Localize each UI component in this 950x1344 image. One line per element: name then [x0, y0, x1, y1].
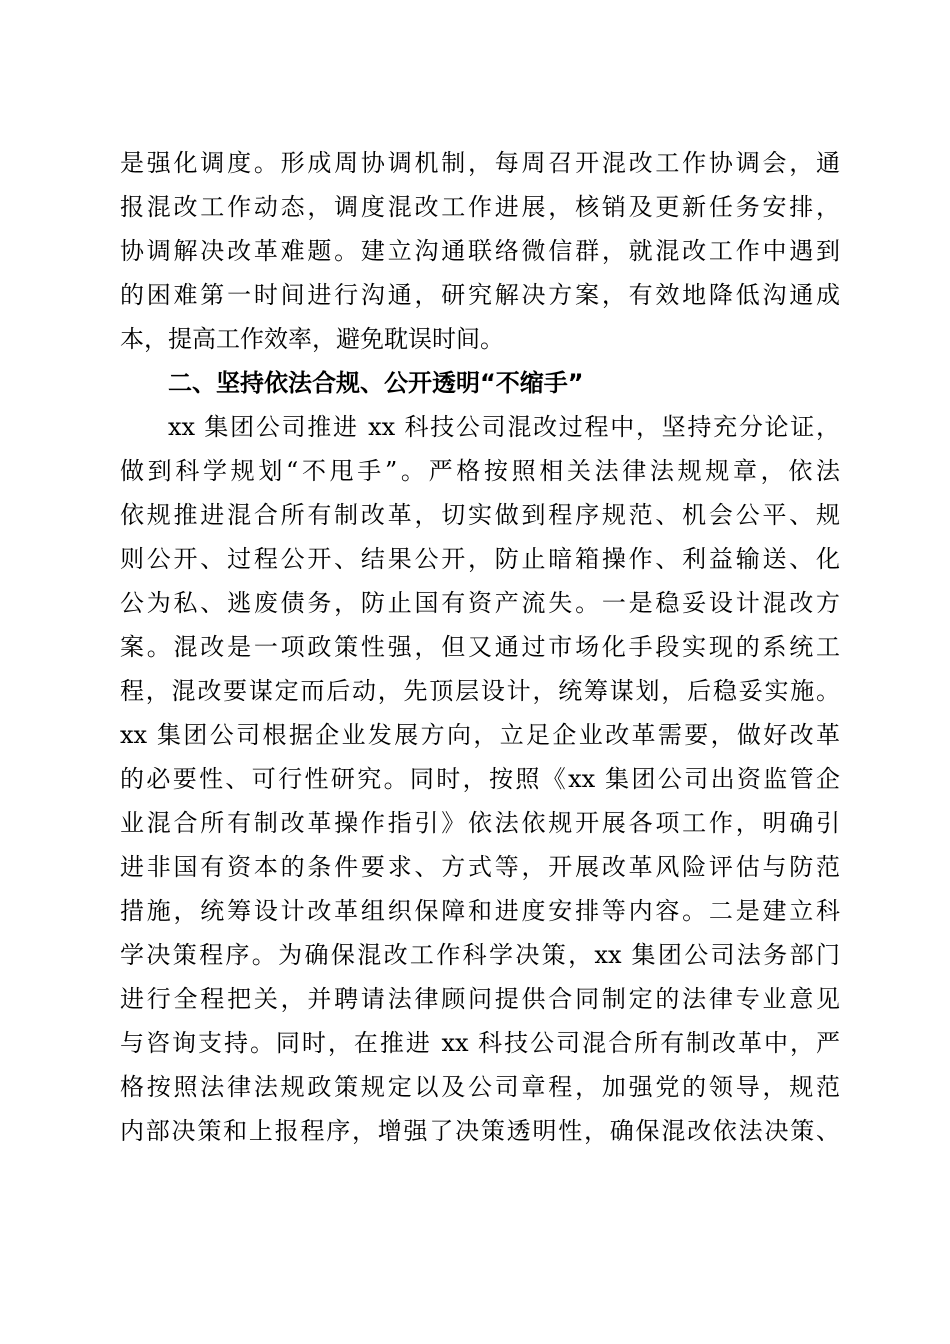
- paragraph-1-line-3: 协调解决改革难题。建立沟通联络微信群，就混改工作中遇到: [120, 237, 840, 265]
- paragraph-1-line-5: 本，提高工作效率，避免耽误时间。: [120, 325, 504, 353]
- paragraph-2-line-14: 进行全程把关，并聘请法律顾问提供合同制定的法律专业意见: [120, 985, 840, 1013]
- paragraph-1-line-1: 是强化调度。形成周协调机制，每周召开混改工作协调会，通: [120, 149, 840, 177]
- paragraph-2-line-12: 措施，统筹设计改革组织保障和进度安排等内容。二是建立科: [120, 897, 840, 925]
- paragraph-1-line-2: 报混改工作动态，调度混改工作进展，核销及更新任务安排，: [120, 193, 840, 221]
- paragraph-2-line-3: 依规推进混合所有制改革，切实做到程序规范、机会公平、规: [120, 501, 840, 529]
- paragraph-1-line-4: 的困难第一时间进行沟通，研究解决方案，有效地降低沟通成: [120, 281, 840, 309]
- paragraph-2-line-15: 与咨询支持。同时，在推进 xx 科技公司混合所有制改革中，严: [120, 1029, 840, 1057]
- paragraph-2-line-9: 的必要性、可行性研究。同时，按照《xx 集团公司出资监管企: [120, 765, 840, 793]
- paragraph-2-line-13: 学决策程序。为确保混改工作科学决策，xx 集团公司法务部门: [120, 941, 840, 969]
- paragraph-2-line-6: 案。混改是一项政策性强，但又通过市场化手段实现的系统工: [120, 633, 840, 661]
- paragraph-2-line-16: 格按照法律法规政策规定以及公司章程，加强党的领导，规范: [120, 1073, 840, 1101]
- paragraph-2-line-8: xx 集团公司根据企业发展方向，立足企业改革需要，做好改革: [120, 721, 840, 749]
- paragraph-2-line-7: 程，混改要谋定而后动，先顶层设计，统筹谋划，后稳妥实施。: [120, 677, 840, 705]
- paragraph-2-line-1: xx 集团公司推进 xx 科技公司混改过程中，坚持充分论证，: [168, 413, 840, 441]
- paragraph-2-line-11: 进非国有资本的条件要求、方式等，开展改革风险评估与防范: [120, 853, 840, 881]
- paragraph-2-line-17: 内部决策和上报程序，增强了决策透明性，确保混改依法决策、: [120, 1117, 840, 1145]
- paragraph-2-line-5: 公为私、逃废债务，防止国有资产流失。一是稳妥设计混改方: [120, 589, 840, 617]
- paragraph-2-line-2: 做到科学规划“不甩手”。严格按照相关法律法规规章，依法: [120, 457, 840, 485]
- paragraph-2-line-10: 业混合所有制改革操作指引》依法依规开展各项工作，明确引: [120, 809, 840, 837]
- section-heading: 二、坚持依法合规、公开透明“不缩手”: [168, 369, 584, 397]
- paragraph-2-line-4: 则公开、过程公开、结果公开，防止暗箱操作、利益输送、化: [120, 545, 840, 573]
